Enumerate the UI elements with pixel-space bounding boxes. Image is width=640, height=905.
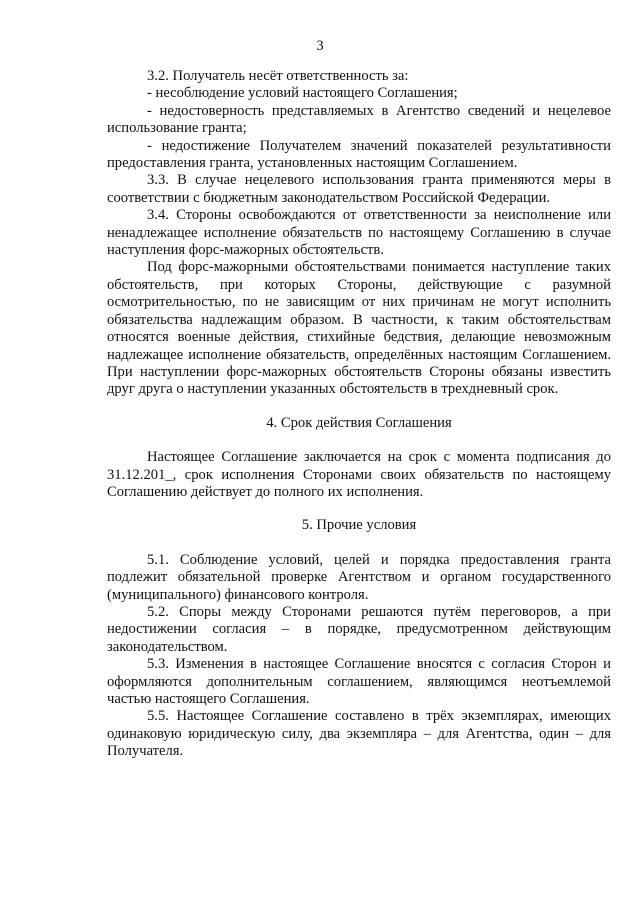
paragraph-3-4: 3.4. Стороны освобождаются от ответственности за неисполнение или ненадлежащее исполнение обязательств по настоящему Соглашению в случае наступления форс-мажорных обстоятельств. [107, 207, 611, 259]
list-item-nonachievement: - недостижение Получателем значений показателей результативности предоставления гранта, установленных настоящим Соглашением. [107, 137, 611, 172]
paragraph-5-1: 5.1. Соблюдение условий, целей и порядка предоставления гранта подлежит обязательной проверке Агентством и органом государственного (муниципального) финансового контроля. [107, 551, 611, 603]
paragraph-5-2: 5.2. Споры между Сторонами решаются путём переговоров, а при недостижении согласия – в порядке, предусмотренном действующим законодательством. [107, 603, 611, 655]
section-5-heading: 5. Прочие условия [301, 517, 417, 534]
paragraph-force-majeure: Под форс-мажорными обстоятельствами понимается наступление таких обстоятельств, при которых Стороны, действующие с разумной осмотрительностью, по не зависящим от них причинам не могут исполнить обязательства надлежащим образом. В частности, к таким обстоятельствам относятся военные действия, стихийные бедствия, делающие невозможным надлежащее исполнение обязательств, определённых настоящим Соглашением. При наступлении форс-мажорных обстоятельств Стороны обязаны известить друг друга о наступлении указанных обстоятельств в трехдневный срок. [107, 259, 611, 398]
paragraph-5-3: 5.3. Изменения в настоящее Соглашение вносятся с согласия Сторон и оформляются дополнительным соглашением, являющимся неотъемлемой частью настоящего Соглашения. [107, 656, 611, 707]
paragraph-3-3: 3.3. В случае нецелевого использования гранта применяются меры в соответствии с бюджетным законодательством Российской Федерации. [107, 172, 611, 206]
section-4-heading: 4. Срок действия Соглашения [266, 414, 452, 431]
list-item-unreliability: - недостоверность представляемых в Агентство сведений и нецелевое использование гранта; [107, 102, 611, 137]
document-body [107, 68, 611, 761]
paragraph-4-term: Настоящее Соглашение заключается на срок с момента подписания до 31.12.201_, срок исполнения Сторонами своих обязательств по настоящему Соглашению действует до полного их исполнения. [107, 449, 611, 500]
paragraph-5-5: 5.5. Настоящее Соглашение составлено в трёх экземплярах, имеющих одинаковую юридическую силу, два экземпляра – для Агентства, один – для Получателя. [107, 708, 611, 760]
paragraph-3-2: 3.2. Получатель несёт ответственность за: [147, 68, 409, 84]
list-item-nonobservance: - несоблюдение условий настоящего Соглашения; [147, 85, 458, 102]
page-number: 3 [316, 38, 324, 54]
